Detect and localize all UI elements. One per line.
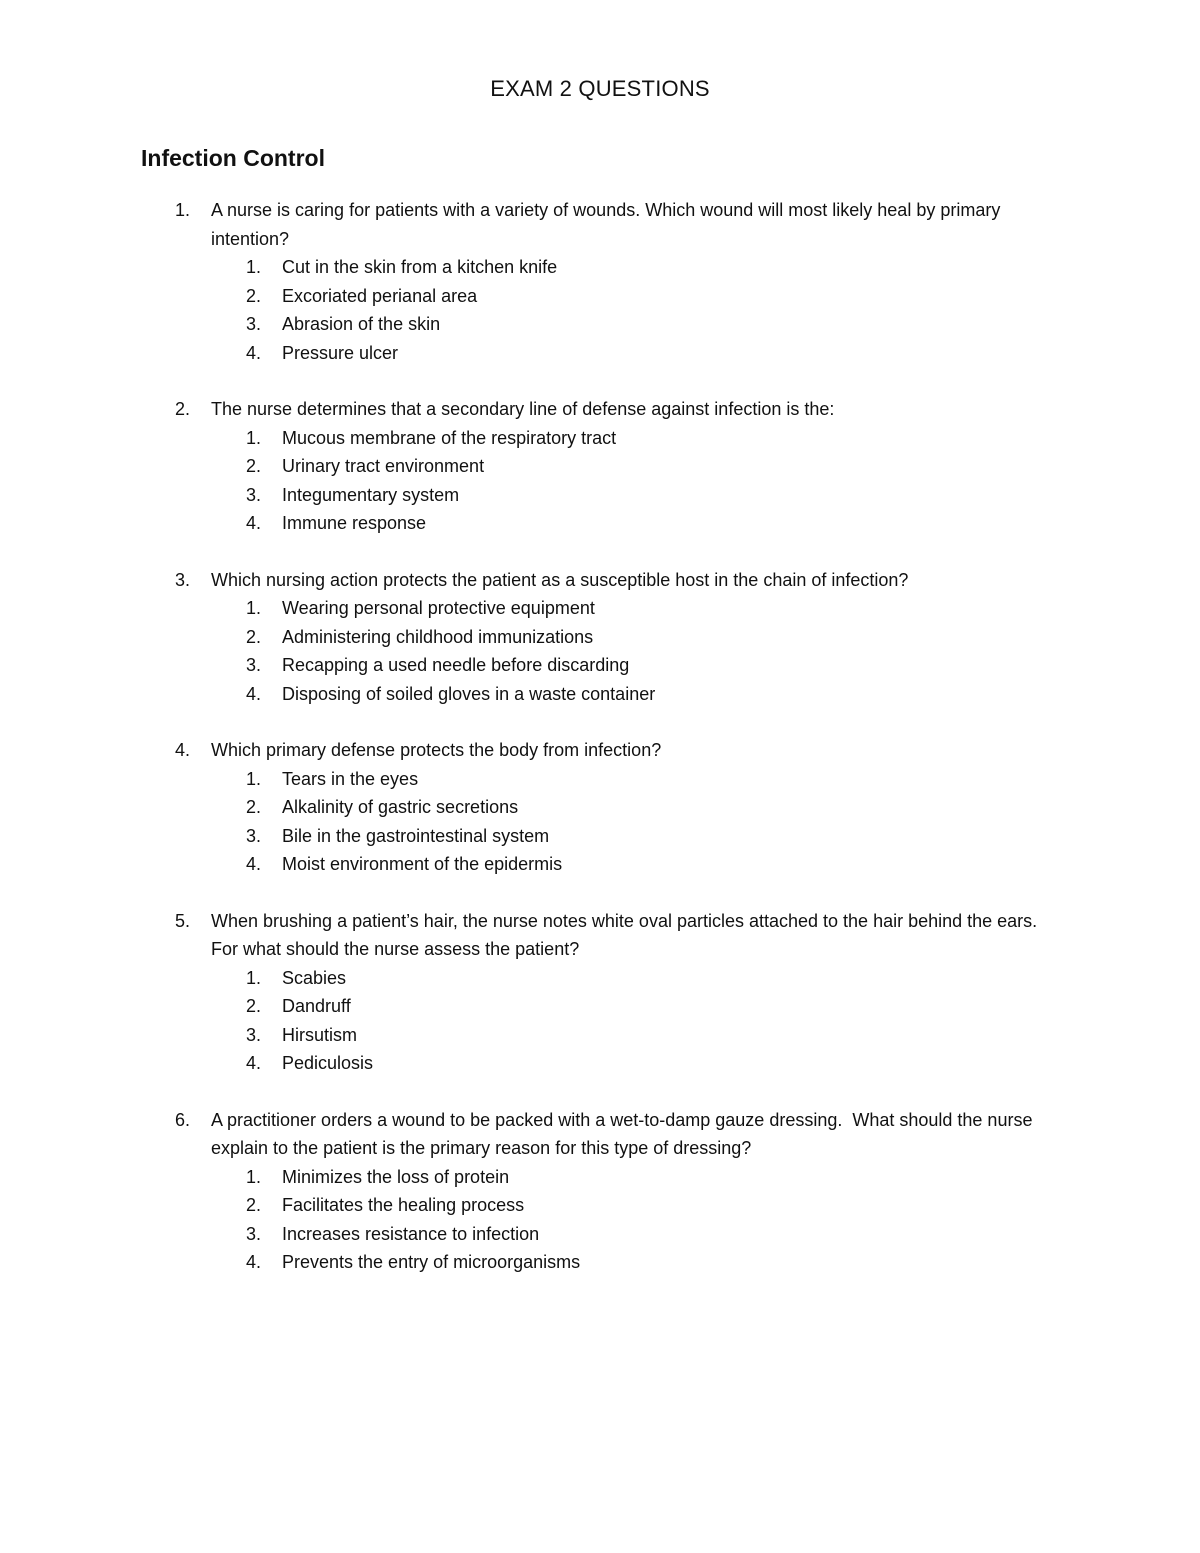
option-number: 1. bbox=[246, 1166, 262, 1187]
option-number: 3. bbox=[246, 655, 262, 675]
option-text: Recapping a used needle before discarding bbox=[282, 655, 630, 675]
option-text: Administering childhood immunizations bbox=[282, 626, 594, 647]
question-number: 2. bbox=[175, 399, 191, 419]
section-title: Infection Control bbox=[141, 145, 325, 171]
option-text: Scabies bbox=[282, 967, 347, 988]
answer-option bbox=[0, 623, 1200, 652]
option-text: Pressure ulcer bbox=[282, 342, 399, 363]
answer-option bbox=[0, 509, 1200, 538]
answer-option bbox=[0, 594, 1200, 623]
option-text: Alkalinity of gastric secretions bbox=[282, 797, 519, 817]
question-5 bbox=[0, 907, 1200, 1078]
option-number: 2. bbox=[246, 797, 262, 817]
answer-option bbox=[0, 452, 1200, 481]
option-text: Hirsutism bbox=[282, 1024, 357, 1045]
question-1 bbox=[0, 196, 1200, 367]
question-number: 5. bbox=[175, 910, 191, 931]
answer-option bbox=[0, 1191, 1200, 1220]
answer-option bbox=[0, 1248, 1200, 1277]
answer-option bbox=[0, 339, 1200, 368]
answer-options bbox=[0, 765, 1200, 879]
question-text: Which nursing action protects the patient as a susceptible host in the chain of infection? bbox=[211, 569, 909, 590]
option-text: Pediculosis bbox=[282, 1053, 374, 1073]
option-text: Facilitates the healing process bbox=[282, 1195, 525, 1215]
option-text: Increases resistance to infection bbox=[282, 1223, 540, 1244]
option-number: 4. bbox=[246, 683, 262, 704]
answer-option bbox=[0, 424, 1200, 453]
answer-option bbox=[0, 253, 1200, 282]
option-text: Prevents the entry of microorganisms bbox=[282, 1252, 581, 1272]
option-number: 3. bbox=[246, 1223, 262, 1244]
answer-option bbox=[0, 1021, 1200, 1050]
question-text: A practitioner orders a wound to be packed with a wet-to-damp gauze dressing. What should the nurse explain to the patient is the primary reason for this type of dressing? bbox=[211, 1109, 1038, 1158]
option-number: 4. bbox=[246, 513, 262, 533]
answer-option bbox=[0, 992, 1200, 1021]
answer-options bbox=[0, 594, 1200, 708]
answer-option bbox=[0, 765, 1200, 794]
question-2 bbox=[0, 395, 1200, 538]
option-text: Moist environment of the epidermis bbox=[282, 854, 563, 874]
question-6 bbox=[0, 1106, 1200, 1277]
answer-option bbox=[0, 793, 1200, 822]
option-number: 1. bbox=[246, 967, 262, 988]
answer-option bbox=[0, 1163, 1200, 1192]
option-text: Bile in the gastrointestinal system bbox=[282, 825, 550, 846]
option-number: 1. bbox=[246, 257, 262, 277]
option-text: Immune response bbox=[282, 513, 427, 533]
question-list bbox=[0, 196, 1200, 1305]
option-text: Cut in the skin from a kitchen knife bbox=[282, 257, 558, 277]
answer-options bbox=[0, 1163, 1200, 1277]
question-text: The nurse determines that a secondary line of defense against infection is the: bbox=[211, 399, 835, 419]
answer-options bbox=[0, 964, 1200, 1078]
option-number: 4. bbox=[246, 1252, 262, 1272]
option-text: Dandruff bbox=[282, 996, 351, 1016]
question-number: 4. bbox=[175, 740, 191, 760]
option-number: 2. bbox=[246, 626, 262, 647]
option-number: 2. bbox=[246, 1195, 262, 1215]
answer-option bbox=[0, 680, 1200, 709]
answer-option bbox=[0, 310, 1200, 339]
answer-option bbox=[0, 1220, 1200, 1249]
answer-options bbox=[0, 253, 1200, 367]
option-number: 3. bbox=[246, 484, 262, 505]
option-text: Mucous membrane of the respiratory tract bbox=[282, 427, 617, 448]
question-number: 6. bbox=[175, 1109, 191, 1130]
answer-option bbox=[0, 850, 1200, 879]
answer-option bbox=[0, 822, 1200, 851]
answer-option bbox=[0, 481, 1200, 510]
option-text: Tears in the eyes bbox=[282, 768, 419, 789]
answer-option bbox=[0, 651, 1200, 680]
question-text: A nurse is caring for patients with a variety of wounds. Which wound will most likely heal by primary intention? bbox=[211, 200, 1001, 249]
answer-option bbox=[0, 1049, 1200, 1078]
option-number: 2. bbox=[246, 456, 262, 476]
option-number: 2. bbox=[246, 285, 262, 306]
option-number: 4. bbox=[246, 342, 262, 363]
answer-option bbox=[0, 282, 1200, 311]
option-text: Urinary tract environment bbox=[282, 456, 485, 476]
question-4 bbox=[0, 736, 1200, 879]
option-text: Disposing of soiled gloves in a waste container bbox=[282, 683, 656, 704]
option-text: Wearing personal protective equipment bbox=[282, 598, 595, 618]
option-text: Minimizes the loss of protein bbox=[282, 1166, 510, 1187]
document-title: EXAM 2 QUESTIONS bbox=[490, 76, 710, 101]
option-text: Abrasion of the skin bbox=[282, 314, 441, 334]
option-number: 1. bbox=[246, 768, 262, 789]
question-number: 1. bbox=[175, 200, 191, 220]
option-number: 3. bbox=[246, 825, 262, 846]
option-number: 4. bbox=[246, 1053, 262, 1073]
answer-option bbox=[0, 964, 1200, 993]
option-text: Excoriated perianal area bbox=[282, 285, 478, 306]
option-number: 1. bbox=[246, 598, 262, 618]
option-number: 4. bbox=[246, 854, 262, 874]
question-text: Which primary defense protects the body from infection? bbox=[211, 740, 662, 760]
option-text: Integumentary system bbox=[282, 484, 460, 505]
question-number: 3. bbox=[175, 569, 191, 590]
option-number: 1. bbox=[246, 427, 262, 448]
question-3 bbox=[0, 566, 1200, 709]
option-number: 3. bbox=[246, 1024, 262, 1045]
option-number: 2. bbox=[246, 996, 262, 1016]
option-number: 3. bbox=[246, 314, 262, 334]
answer-options bbox=[0, 424, 1200, 538]
question-text: When brushing a patient’s hair, the nurse notes white oval particles attached to the hair behind the ears. For what should the nurse assess the patient? bbox=[211, 910, 1038, 959]
